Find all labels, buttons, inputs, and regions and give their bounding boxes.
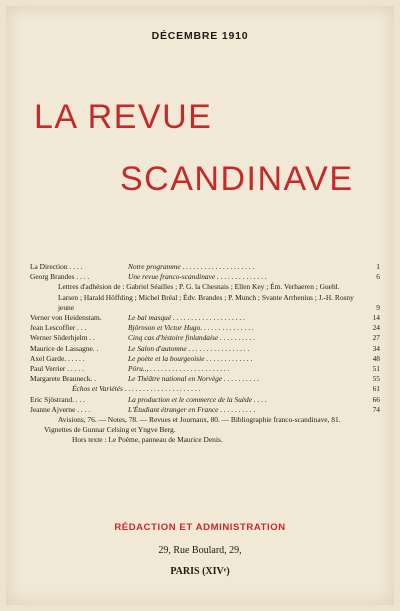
toc-article: Björnson et Victor Hugo. . . . . . . . . . . . . . . [128,323,254,333]
toc-page: 14 [372,313,380,323]
toc-page: 61 [372,384,380,394]
toc-article: Pöru.., . . . . . . . . . . . . . . . . . . . . . . [128,364,230,374]
toc-entry [30,262,380,272]
toc-entry [30,323,380,333]
toc-echos [30,384,380,394]
toc-entry [30,313,380,323]
toc-author: Verner von Heidenstam. [30,313,102,323]
toc-page: 74 [372,404,380,414]
toc-author: La Direction . . . . [30,262,83,271]
journal-title-line-2: SCANDINAVE [120,160,354,198]
toc-article: Une revue franco-scandinave . . . . . . . . . . . . . . [128,272,267,282]
toc-article: Notre programme . . . . . . . . . . . . . . . . . . . . [128,262,255,271]
toc-author: Paul Verrier . . . . . [30,364,84,374]
toc-article: L'Étudiant étranger en France . . . . . . . . . . [128,404,256,414]
toc-article: Le Salon d'automne . . . . . . . . . . . . . . . . . [128,343,250,353]
toc-entry [30,333,380,343]
toc-author: Axel Garde. . . . . . [30,353,85,363]
toc-page: 34 [372,343,380,353]
redaction-heading: RÉDACTION ET ADMINISTRATION [114,522,286,533]
toc-author: Maurice de Lassagne. . [30,343,99,353]
table-of-contents [30,262,380,446]
toc-page: 48 [372,353,380,363]
toc-hors-texte: Hors texte : Le Poème, panneau de Maurice Denis. [72,435,223,445]
toc-article: Le bal masqué . . . . . . . . . . . . . . . . . . . . [128,313,246,323]
toc-author: Jeanne Ajverne . . . . [30,404,91,414]
toc-page: 55 [372,374,380,384]
toc-entry [30,272,380,282]
toc-letters [30,282,380,313]
toc-entry [30,344,380,354]
toc-page: 66 [372,394,380,404]
toc-article: La production et le commerce de la Suède . . . . [128,394,267,404]
toc-page: 9 [376,302,380,312]
toc-page: 1 [376,262,380,271]
toc-author: Jean Lescoffier . . . [30,323,87,333]
toc-author: Eric Sjöstrand. . . . [30,394,86,404]
city: PARIS (XIVᵉ) [170,566,230,577]
toc-vignettes: Vignettes de Gunnar Celsing et Yngve Berg. [44,425,176,435]
toc-entry [30,354,380,364]
toc-entry [30,405,380,415]
toc-author: Margarete Brauneck. . [30,374,96,384]
toc-page: 51 [372,364,380,374]
toc-notes: Avisions, 76. — Notes, 78. — Revues et Journaux, 80. — Bibliographie franco-scandinave, 81. [58,415,341,425]
toc-article: Le poète et la bourgeoisie . . . . . . . . . . . . . [128,353,253,363]
toc-author: Werner Söderhjelm . . [30,333,95,343]
toc-echos-text: Échos et Variétés . . . . . . . . . . . . . . . . . . . . . [72,384,201,394]
toc-article: Le Théâtre national en Norvège . . . . . . . . . . [128,374,260,384]
toc-letters-text: Lettres d'adhésion de : Gabriel Séailles ; P. G. la Chesnais ; Ellen Key ; Ém. Verhaeren ; Guehl. Larsen ; Harald Höffding ; Michel Bréal ; Édv. Brandes ; P. Munch ; Svante Arrhenius ; J.-H. Rosny jeune [58,282,354,312]
toc-page: 27 [372,333,380,343]
issue-date: DÉCEMBRE 1910 [151,30,249,42]
journal-title-line-1: LA REVUE [34,98,213,136]
toc-entry [30,364,380,374]
toc-article: Cinq cas d'histoire finlandaise . . . . . . . . . . [128,333,256,343]
toc-author: Georg Brandes . . . . [30,272,90,282]
toc-entry [30,395,380,405]
toc-page: 24 [372,323,380,333]
address: 29, Rue Boulard, 29, [158,545,242,556]
toc-page: 6 [376,272,380,282]
toc-entry [30,374,380,384]
